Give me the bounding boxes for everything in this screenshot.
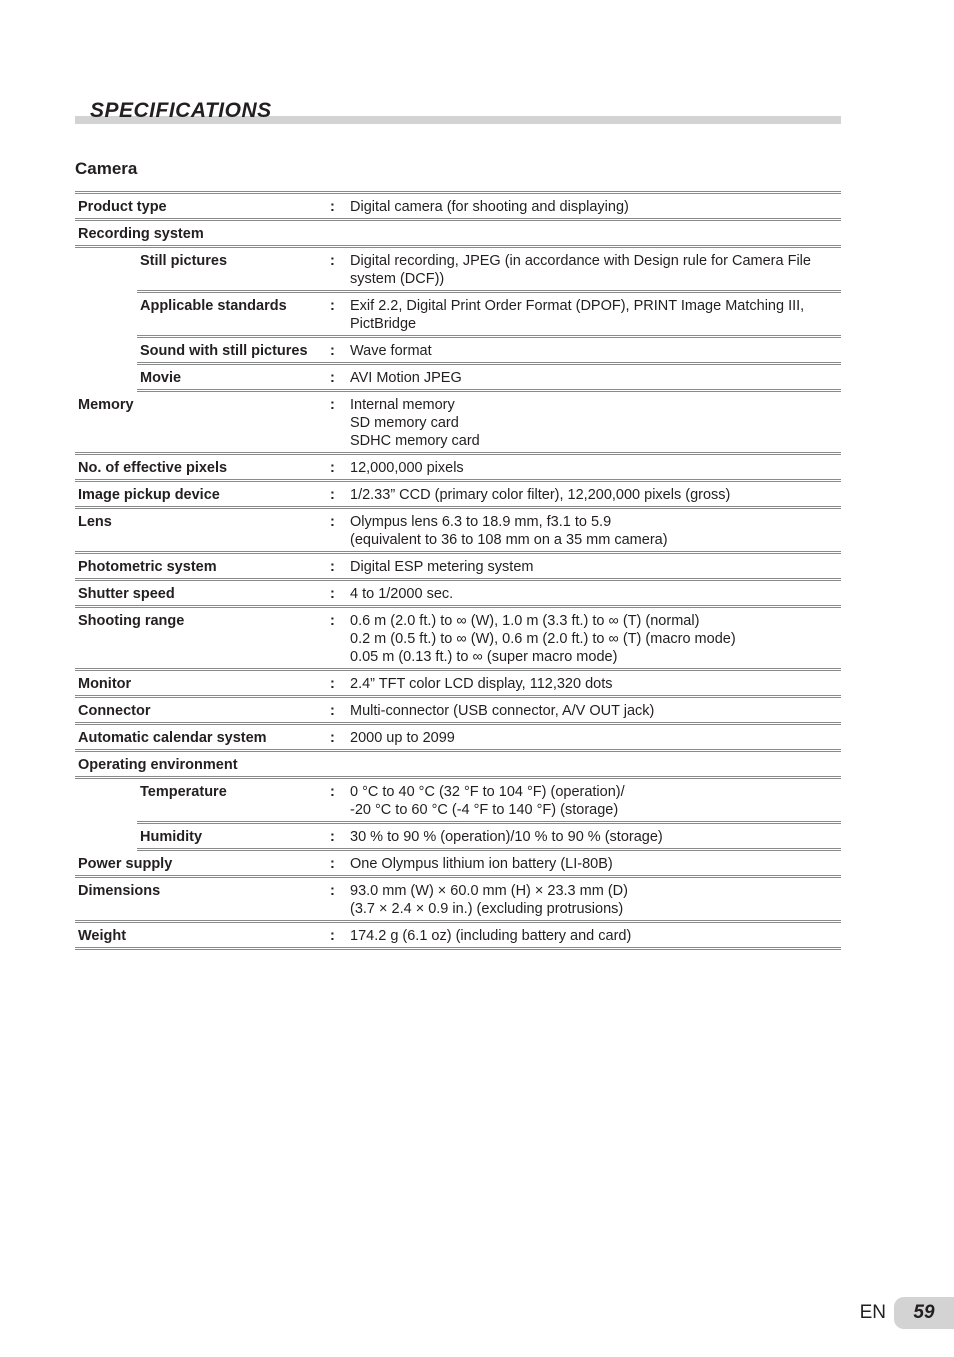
spec-colon — [330, 756, 350, 774]
table-row — [75, 554, 841, 581]
table-row — [75, 392, 841, 455]
spec-value — [350, 225, 841, 243]
page-footer — [860, 1297, 954, 1329]
spec-label: Applicable standards — [140, 298, 287, 314]
spec-value: 2.4” TFT color LCD display, 112,320 dots — [350, 676, 613, 692]
table-row — [75, 923, 841, 950]
table-row — [137, 293, 841, 338]
spec-colon: : — [330, 298, 335, 314]
spec-value: Digital camera (for shooting and displaying) — [350, 199, 629, 215]
table-row — [75, 221, 841, 248]
spec-value: 0.6 m (2.0 ft.) to ∞ (W), 1.0 m (3.3 ft.) to ∞ (T) (normal) 0.2 m (0.5 ft.) to ∞ (W), 0.6 m (2.0 ft.) to ∞ (T) (macro mode) 0.05 m (0.13 ft.) to ∞ (super macro mode) — [350, 613, 736, 665]
spec-colon: : — [330, 730, 335, 746]
spec-label: Operating environment — [78, 757, 238, 773]
spec-label: Shooting range — [78, 613, 185, 629]
spec-value: 2000 up to 2099 — [350, 730, 455, 746]
spec-colon: : — [330, 586, 335, 602]
spec-label: Power supply — [78, 856, 173, 872]
spec-value: Digital recording, JPEG (in accordance with Design rule for Camera File system (DCF)) — [350, 253, 811, 287]
spec-label: Automatic calendar system — [78, 730, 267, 746]
spec-colon: : — [330, 784, 335, 800]
spec-label: Recording system — [78, 226, 204, 242]
spec-value: Olympus lens 6.3 to 18.9 mm, f3.1 to 5.9 (equivalent to 36 to 108 mm on a 35 mm camera) — [350, 514, 668, 548]
spec-label: No. of effective pixels — [78, 460, 228, 476]
spec-value: Wave format — [350, 343, 432, 359]
table-row — [75, 878, 841, 923]
spec-value: 4 to 1/2000 sec. — [350, 586, 454, 602]
page-title: SPECIFICATIONS — [90, 99, 272, 122]
table-row — [75, 482, 841, 509]
spec-colon: : — [330, 460, 335, 476]
spec-label: Humidity — [140, 829, 203, 845]
spec-value: Digital ESP metering system — [350, 559, 534, 575]
spec-value: 174.2 g (6.1 oz) (including battery and card) — [350, 928, 632, 944]
spec-label: Dimensions — [78, 883, 161, 899]
table-row — [75, 194, 841, 221]
spec-value: 0 °C to 40 °C (32 °F to 104 °F) (operation)/ -20 °C to 60 °C (-4 °F to 140 °F) (storage) — [350, 784, 625, 818]
spec-colon: : — [330, 343, 335, 359]
spec-colon: : — [330, 883, 335, 899]
spec-label: Weight — [78, 928, 127, 944]
spec-value: Internal memory SD memory card SDHC memory card — [350, 397, 480, 449]
spec-colon: : — [330, 928, 335, 944]
table-row — [75, 851, 841, 878]
spec-colon: : — [330, 199, 335, 215]
spec-label: Image pickup device — [78, 487, 220, 503]
spec-label: Photometric system — [78, 559, 217, 575]
spec-value: Multi-connector (USB connector, A/V OUT jack) — [350, 703, 655, 719]
table-row — [75, 725, 841, 752]
spec-colon: : — [330, 829, 335, 845]
spec-value: AVI Motion JPEG — [350, 370, 462, 386]
spec-colon: : — [330, 397, 335, 413]
spec-label: Connector — [78, 703, 151, 719]
spec-colon: : — [330, 514, 335, 530]
spec-value: 12,000,000 pixels — [350, 460, 464, 476]
table-row — [137, 779, 841, 824]
spec-value: Exif 2.2, Digital Print Order Format (DPOF), PRINT Image Matching III, PictBridge — [350, 298, 805, 332]
table-row — [137, 338, 841, 365]
spec-colon: : — [330, 253, 335, 269]
table-row — [137, 365, 841, 392]
spec-label: Product type — [78, 199, 167, 215]
table-row — [75, 509, 841, 554]
section-heading: Camera — [75, 159, 138, 178]
table-row — [75, 752, 841, 779]
spec-label: Memory — [78, 397, 134, 413]
table-row — [137, 248, 841, 293]
table-row — [75, 698, 841, 725]
spec-colon: : — [330, 370, 335, 386]
spec-value: One Olympus lithium ion battery (LI-80B) — [350, 856, 613, 872]
spec-label: Still pictures — [140, 253, 228, 269]
spec-colon: : — [330, 487, 335, 503]
page-number: 59 — [894, 1297, 954, 1329]
table-row — [75, 455, 841, 482]
table-row — [137, 824, 841, 851]
spec-value — [350, 756, 841, 774]
spec-colon — [330, 225, 350, 243]
spec-value: 93.0 mm (W) × 60.0 mm (H) × 23.3 mm (D) (3.7 × 2.4 × 0.9 in.) (excluding protrusions) — [350, 883, 628, 917]
spec-colon: : — [330, 856, 335, 872]
table-row — [75, 581, 841, 608]
table-row — [75, 608, 841, 671]
spec-table — [75, 191, 841, 950]
table-row — [75, 671, 841, 698]
spec-value: 30 % to 90 % (operation)/10 % to 90 % (storage) — [350, 829, 663, 845]
spec-label: Shutter speed — [78, 586, 175, 602]
spec-colon: : — [330, 613, 335, 629]
spec-colon: : — [330, 703, 335, 719]
spec-label: Temperature — [140, 784, 227, 800]
spec-label: Monitor — [78, 676, 132, 692]
spec-label: Movie — [140, 370, 182, 386]
spec-label: Lens — [78, 514, 112, 530]
spec-colon: : — [330, 559, 335, 575]
spec-label: Sound with still pictures — [140, 343, 308, 359]
spec-colon: : — [330, 676, 335, 692]
spec-value: 1/2.33” CCD (primary color filter), 12,200,000 pixels (gross) — [350, 487, 731, 503]
language-label: EN — [859, 1302, 886, 1323]
